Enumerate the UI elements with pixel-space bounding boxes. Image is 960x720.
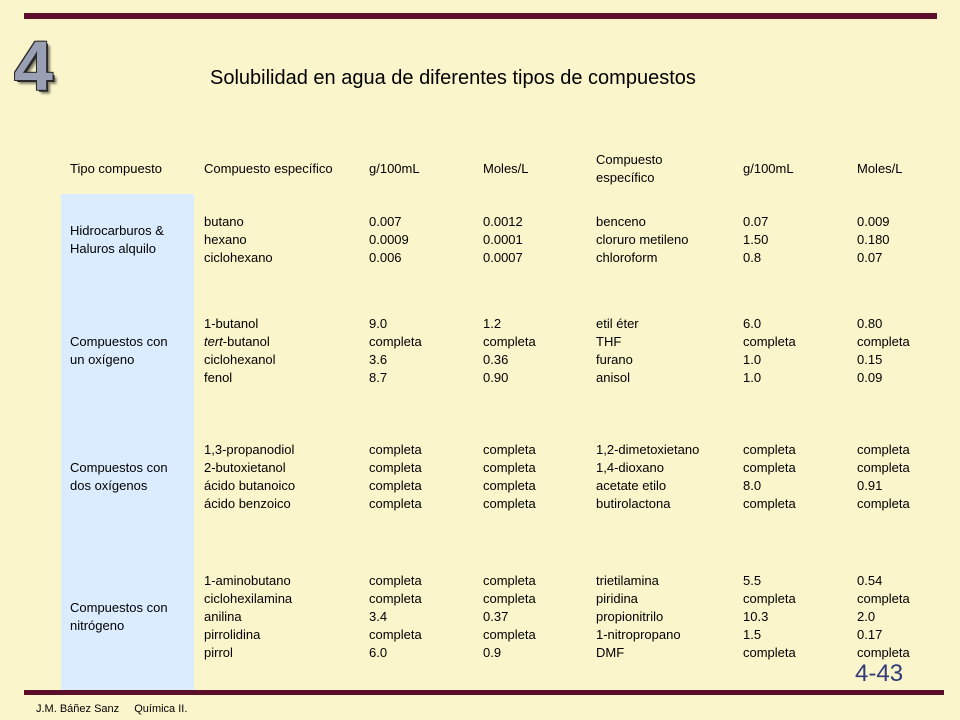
table-cell: completa [857, 496, 910, 511]
bottom-rule [24, 690, 944, 695]
table-cell: completa [483, 591, 536, 606]
table-cell: 1.0 [743, 370, 762, 385]
table-cell: completa [369, 627, 422, 642]
table-cell: completa [369, 591, 422, 606]
cell-g-100ml-1-group-4 [369, 572, 479, 662]
table-cell: 0.0009 [369, 232, 409, 247]
type-label-line: un oxígeno [70, 352, 135, 367]
cell-g-100ml-2-group-3 [743, 441, 853, 513]
table-cell: 8.7 [369, 370, 388, 385]
table-cell: 1.2 [483, 316, 502, 331]
top-rule [24, 13, 937, 19]
table-cell: completa [743, 334, 796, 349]
table-cell: completa [369, 496, 422, 511]
cell-compound-2-group-4 [596, 572, 741, 662]
header-moles-l-2: Moles/L [857, 161, 903, 176]
cell-type-group-1 [70, 222, 190, 258]
cell-moles-l-2-group-3 [857, 441, 937, 513]
cell-moles-l-1-group-4 [483, 572, 593, 662]
cell-compound-1-group-4 [204, 572, 364, 662]
cell-type-group-3 [70, 459, 190, 495]
type-label-line: Compuestos con [70, 600, 168, 615]
table-cell: completa [743, 496, 796, 511]
slide-number: 4-43 [855, 660, 904, 687]
cell-moles-l-1-group-2 [483, 315, 593, 387]
table-cell: 0.009 [857, 214, 890, 229]
table-cell: 1.50 [743, 232, 769, 247]
table-cell: 6.0 [369, 645, 388, 660]
table-cell: 3.6 [369, 352, 388, 367]
cell-type-group-4 [70, 599, 190, 635]
table-cell: 0.0001 [483, 232, 523, 247]
cell-moles-l-2-group-2 [857, 315, 937, 387]
header-compound-1: Compuesto específico [204, 161, 333, 176]
header-g-100ml-1: g/100mL [369, 161, 420, 176]
cell-compound-1-group-1 [204, 213, 364, 267]
table-cell: completa [743, 442, 796, 457]
table-cell: ácido benzoico [204, 496, 291, 511]
table-cell: piridina [596, 591, 638, 606]
cell-g-100ml-1-group-3 [369, 441, 479, 513]
table-cell: completa [369, 334, 422, 349]
table-cell: 1.0 [743, 352, 762, 367]
table-cell: completa [369, 478, 422, 493]
type-label-line: Compuestos con [70, 334, 168, 349]
table-cell: 0.17 [857, 627, 883, 642]
cell-g-100ml-2-group-2 [743, 315, 853, 387]
table-cell: 1-butanol [204, 316, 259, 331]
cell-moles-l-2-group-1 [857, 213, 937, 267]
table-cell: pirrol [204, 645, 233, 660]
table-cell: completa [483, 627, 536, 642]
table-cell: etil éter [596, 316, 639, 331]
type-label-line: Haluros alquilo [70, 241, 156, 256]
table-cell: ciclohexanol [204, 352, 276, 367]
table-cell: completa [857, 645, 910, 660]
table-cell: furano [596, 352, 633, 367]
table-cell: 1.5 [743, 627, 762, 642]
footer-author: J.M. Báñez Sanz [36, 703, 120, 715]
table-cell: 0.91 [857, 478, 883, 493]
cell-compound-2-group-3 [596, 441, 741, 513]
table-cell: pirrolidina [204, 627, 261, 642]
table-cell: 3.4 [369, 609, 388, 624]
table-cell: completa [369, 460, 422, 475]
type-label-line: dos oxígenos [70, 478, 148, 493]
table-cell: 0.0012 [483, 214, 523, 229]
table-cell: acetate etilo [596, 478, 667, 493]
table-cell: 6.0 [743, 316, 762, 331]
table-cell: 8.0 [743, 478, 762, 493]
table-cell: anilina [204, 609, 242, 624]
table-cell: chloroform [596, 250, 658, 265]
cell-moles-l-2-group-4 [857, 572, 937, 662]
table-cell: completa [483, 442, 536, 457]
table-cell: completa [857, 334, 910, 349]
header-compound-2: Compuesto específico [596, 152, 663, 185]
table-cell: completa [483, 496, 536, 511]
table-cell: 9.0 [369, 316, 388, 331]
cell-g-100ml-1-group-1 [369, 213, 479, 267]
table-cell: completa [483, 334, 536, 349]
table-cell: 10.3 [743, 609, 769, 624]
table-cell: 1,3-propanodiol [204, 442, 295, 457]
cell-g-100ml-2-group-4 [743, 572, 853, 662]
table-cell: 1-aminobutano [204, 573, 291, 588]
table-cell: 5.5 [743, 573, 762, 588]
table-cell: ácido butanoico [204, 478, 296, 493]
table-cell: completa [857, 460, 910, 475]
table-cell: 0.54 [857, 573, 883, 588]
table-cell: anisol [596, 370, 630, 385]
table-cell: 0.90 [483, 370, 509, 385]
table-cell: ciclohexilamina [204, 591, 293, 606]
table-cell: 1,2-dimetoxietano [596, 442, 700, 457]
table-cell: 0.09 [857, 370, 883, 385]
header-moles-l-1: Moles/L [483, 161, 529, 176]
table-cell: 1,4-dioxano [596, 460, 664, 475]
type-label-line: nitrógeno [70, 618, 125, 633]
table-cell: 1-nitropropano [596, 627, 681, 642]
table-cell: cloruro metileno [596, 232, 689, 247]
table-cell: 0.07 [743, 214, 769, 229]
cell-compound-2-group-2 [596, 315, 741, 387]
table-cell: completa [483, 460, 536, 475]
table-cell: 0.36 [483, 352, 509, 367]
table-cell: tert-butanol [204, 334, 270, 349]
table-cell: 0.006 [369, 250, 402, 265]
cell-compound-1-group-2 [204, 315, 364, 387]
table-cell: 0.15 [857, 352, 883, 367]
table-cell: fenol [204, 370, 233, 385]
table-cell: 0.37 [483, 609, 509, 624]
table-cell: butano [204, 214, 244, 229]
cell-type-group-2 [70, 333, 190, 369]
cell-moles-l-1-group-1 [483, 213, 593, 267]
footer-course: Química II. [134, 703, 188, 715]
table-cell: completa [857, 442, 910, 457]
table-cell: 0.80 [857, 316, 883, 331]
cell-g-100ml-2-group-1 [743, 213, 853, 267]
slide-title: Solubilidad en agua de diferentes tipos de compuestos [210, 67, 696, 89]
table-cell: completa [483, 573, 536, 588]
header-g-100ml-2: g/100mL [743, 161, 794, 176]
table-cell: ciclohexano [204, 250, 273, 265]
table-cell: propionitrilo [596, 609, 664, 624]
table-cell: completa [369, 573, 422, 588]
table-cell: 0.07 [857, 250, 883, 265]
table-cell: 0.180 [857, 232, 890, 247]
table-cell: 0.007 [369, 214, 402, 229]
type-label-line: Compuestos con [70, 460, 168, 475]
table-cell: trietilamina [596, 573, 659, 588]
table-cell: hexano [204, 232, 247, 247]
table-cell: THF [596, 334, 622, 349]
cell-g-100ml-1-group-2 [369, 315, 479, 387]
table-cell: completa [483, 478, 536, 493]
header-type: Tipo compuesto [70, 161, 163, 176]
table-cell: completa [369, 442, 422, 457]
table-cell: 2-butoxietanol [204, 460, 286, 475]
table-cell: butirolactona [596, 496, 671, 511]
table-cell: DMF [596, 645, 625, 660]
table-cell: 0.8 [743, 250, 762, 265]
cell-compound-1-group-3 [204, 441, 364, 513]
table-cell: 0.0007 [483, 250, 523, 265]
footer [36, 702, 187, 716]
table-cell: completa [743, 591, 796, 606]
table-cell: completa [857, 591, 910, 606]
chapter-number: 4 [14, 27, 53, 105]
cell-moles-l-1-group-3 [483, 441, 593, 513]
table-cell: completa [743, 460, 796, 475]
cell-compound-2-group-1 [596, 213, 741, 267]
table-cell: completa [743, 645, 796, 660]
table-cell: 2.0 [857, 609, 876, 624]
type-label-line: Hidrocarburos & [70, 223, 164, 238]
table-cell: 0.9 [483, 645, 502, 660]
table-cell: benceno [596, 214, 646, 229]
